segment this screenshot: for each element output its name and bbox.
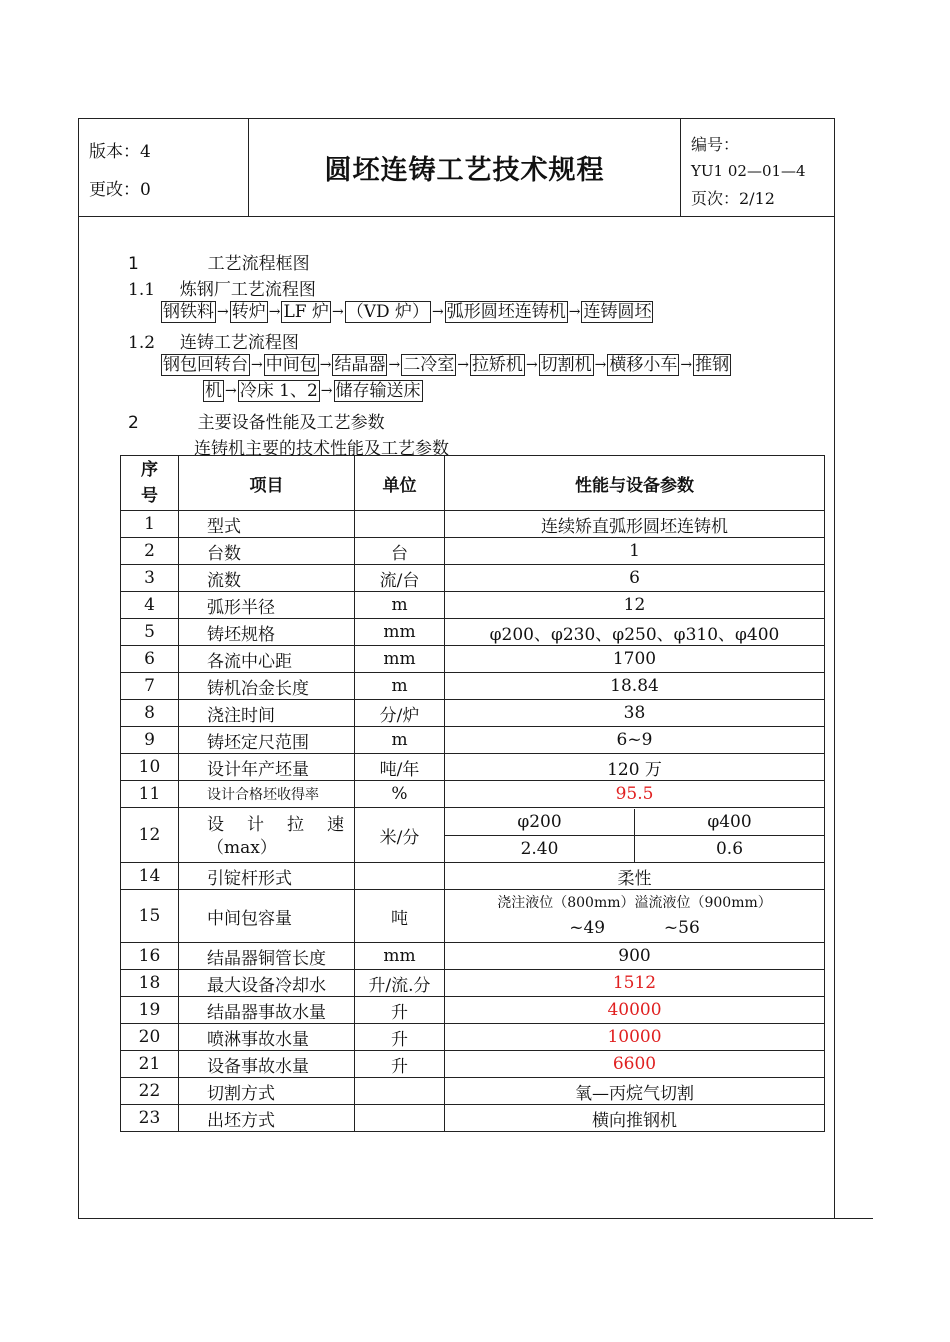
row-value: 1700 [445,646,825,673]
row-no: 15 [121,890,179,943]
casting-flow-step: 二冷室 [403,355,455,375]
casting-flow-step: 推钢 [695,355,730,375]
row-item-line1: 设 计 拉 速 [207,814,344,835]
row-item: 铸坯定尺范围 [179,727,355,754]
version-label: 版本：4 [89,142,151,162]
steelmaking-flow-step: 转炉 [231,302,266,322]
row-item: 最大设备冷却水 [179,970,355,997]
casting-flow-step: 中间包 [265,355,317,375]
row-item: 引锭杆形式 [179,863,355,890]
row-no: 2 [121,538,179,565]
row-unit [355,1078,445,1105]
row-unit: m [355,727,445,754]
row-item: 结晶器事故水量 [179,997,355,1024]
arrow-icon: → [320,383,333,399]
row-no: 14 [121,863,179,890]
table-row [121,511,825,538]
row-unit: 升/流.分 [355,970,445,997]
table-row [121,1105,825,1132]
row-no: 6 [121,646,179,673]
row-unit: 流/台 [355,565,445,592]
table-row [121,943,825,970]
row-value: 1512 [445,970,825,997]
table-row [121,646,825,673]
row-no: 5 [121,619,179,646]
casting-flow-step: 冷床 1、2 [239,381,318,401]
section2-title: 主要设备性能及工艺参数 [197,413,385,433]
casting-flow-step: 结晶器 [334,355,386,375]
section1-1-number: 1.1 [128,280,156,300]
section1-title: 工艺流程框图 [207,254,310,274]
row-item: 结晶器铜管长度 [179,943,355,970]
table-row [121,1078,825,1105]
row-no: 11 [121,781,179,808]
page-number: 页次：2/12 [691,189,775,208]
steelmaking-flow-step: 弧形圆坯连铸机 [446,302,566,322]
row-value: 900 [445,943,825,970]
row-value: 横向推钢机 [445,1105,825,1132]
row-item: 台数 [179,538,355,565]
row-item: 浇注时间 [179,700,355,727]
row-value: 10000 [445,1024,825,1051]
row-no: 1 [121,511,179,538]
arrow-icon: → [680,357,693,373]
arrow-icon: → [525,357,538,373]
row-unit [355,511,445,538]
row-item: 铸机冶金长度 [179,673,355,700]
row-value: 18.84 [445,673,825,700]
table-row [121,970,825,997]
bottom-rule [78,1218,873,1219]
revision-label: 更改：0 [89,180,151,200]
row-no: 21 [121,1051,179,1078]
row-unit: mm [355,646,445,673]
row-item: 型式 [179,511,355,538]
row-item: 流数 [179,565,355,592]
row-unit: m [355,592,445,619]
section1-2-heading [128,328,299,353]
table-row [121,890,825,943]
table-row [121,808,825,863]
row-value: 柔性 [445,863,825,890]
row-no: 10 [121,754,179,781]
parameters-table [120,455,825,1132]
row-speed-values [445,808,825,863]
section2-number: 2 [128,413,139,433]
row-unit: 升 [355,1024,445,1051]
row-item: 弧形半径 [179,592,355,619]
header-value: 性能与设备参数 [445,456,825,511]
header-code-cell [681,119,834,216]
table-row [121,863,825,890]
row-no: 8 [121,700,179,727]
table-row [121,592,825,619]
header-unit: 单位 [355,456,445,511]
row-no: 12 [121,808,179,863]
arrow-icon: → [594,357,607,373]
section2-heading [128,408,385,433]
header-item: 项目 [179,456,355,511]
row-unit: 台 [355,538,445,565]
row-no: 3 [121,565,179,592]
row-item: 设计年产坯量 [179,754,355,781]
steelmaking-flow-step: 钢铁料 [163,302,214,322]
row-unit: 吨 [355,890,445,943]
row-unit: m [355,673,445,700]
table-row [121,1024,825,1051]
table-row [121,565,825,592]
speed-size-200: φ200 [445,809,635,836]
row-unit [355,863,445,890]
section1-1-title: 炼钢厂工艺流程图 [179,280,316,300]
row-unit: 升 [355,1051,445,1078]
steelmaking-flow-step: （VD 炉） [346,302,430,322]
code-label: 编号： [691,135,740,154]
steelmaking-flow-step: LF 炉 [283,302,329,322]
row-no: 22 [121,1078,179,1105]
row-item: 设计合格坯收得率 [179,781,355,808]
casting-flow-step: 储存输送床 [335,381,421,401]
code-value: YU1 02—01—4 [691,162,806,180]
row-no: 16 [121,943,179,970]
tundish-overflow-capacity: ~56 [663,918,700,938]
arrow-icon: → [331,304,344,320]
row-value: 连续矫直弧形圆坯连铸机 [445,511,825,538]
row-value: 38 [445,700,825,727]
table-row [121,997,825,1024]
header-no: 序号 [121,456,179,511]
row-value: 95.5 [445,781,825,808]
row-item: 切割方式 [179,1078,355,1105]
table-row [121,619,825,646]
header-version-cell [79,119,249,216]
table-row [121,781,825,808]
table-caption: 连铸机主要的技术性能及工艺参数 [194,439,449,459]
row-item: 出坯方式 [179,1105,355,1132]
section1-1-heading [128,275,316,300]
row-item-line2: （max） [207,837,277,858]
tundish-pour-capacity: ~49 [569,918,606,938]
section1-2-number: 1.2 [128,333,156,353]
speed-size-400: φ400 [635,809,825,836]
section1-heading [128,249,310,274]
row-item: 设备事故水量 [179,1051,355,1078]
casting-flow-step: 钢包回转台 [163,355,248,375]
document-title: 圆坯连铸工艺技术规程 [249,119,681,216]
row-value: 40000 [445,997,825,1024]
table-row [121,700,825,727]
speed-value-400: 0.6 [715,838,744,859]
arrow-icon: → [225,383,237,399]
row-no: 19 [121,997,179,1024]
casting-flow-line2 [203,380,423,402]
row-value: 1 [445,538,825,565]
arrow-icon: → [268,304,281,320]
row-item [179,808,355,863]
casting-flow-step: 切割机 [540,355,592,375]
row-value: 氧—丙烷气切割 [445,1078,825,1105]
tundish-levels: 浇注液位（800mm）溢流液位（900mm） [497,895,772,911]
table-row [121,538,825,565]
arrow-icon: → [217,304,229,320]
table-row [121,673,825,700]
arrow-icon: → [432,304,444,320]
row-no: 18 [121,970,179,997]
row-unit: 米/分 [355,808,445,863]
row-no: 9 [121,727,179,754]
speed-value-200: 2.40 [445,835,635,862]
document-header [78,118,835,217]
casting-flow-step: 拉矫机 [471,355,523,375]
steelmaking-flow [161,301,653,323]
row-value: 6~9 [445,727,825,754]
steelmaking-flow-step: 连铸圆坯 [583,302,652,322]
row-no: 4 [121,592,179,619]
row-value: 120 万 [445,754,825,781]
row-item: 各流中心距 [179,646,355,673]
row-item: 铸坯规格 [179,619,355,646]
table-row [121,754,825,781]
row-no: 23 [121,1105,179,1132]
row-item: 中间包容量 [179,890,355,943]
row-value: φ200、φ230、φ250、φ310、φ400 [445,619,825,646]
row-unit: 升 [355,997,445,1024]
section1-2-title: 连铸工艺流程图 [179,333,299,353]
table-row [121,727,825,754]
row-unit: 吨/年 [355,754,445,781]
row-value: 6600 [445,1051,825,1078]
table-row [121,1051,825,1078]
row-unit: % [355,781,445,808]
casting-flow-step: 横移小车 [609,355,678,375]
row-tundish-values [445,890,825,943]
row-value: 6 [445,565,825,592]
arrow-icon: → [568,304,581,320]
arrow-icon: → [319,357,332,373]
row-item: 喷淋事故水量 [179,1024,355,1051]
section1-number: 1 [128,254,139,274]
row-unit [355,1105,445,1132]
tundish-capacities [445,915,824,941]
row-no: 20 [121,1024,179,1051]
casting-flow-line1 [161,354,731,376]
row-unit: 分/炉 [355,700,445,727]
row-unit: mm [355,619,445,646]
arrow-icon: → [457,357,469,373]
arrow-icon: → [251,357,263,373]
row-value: 12 [445,592,825,619]
casting-flow-step: 机 [205,381,222,401]
row-unit: mm [355,943,445,970]
row-no: 7 [121,673,179,700]
arrow-icon: → [388,357,401,373]
